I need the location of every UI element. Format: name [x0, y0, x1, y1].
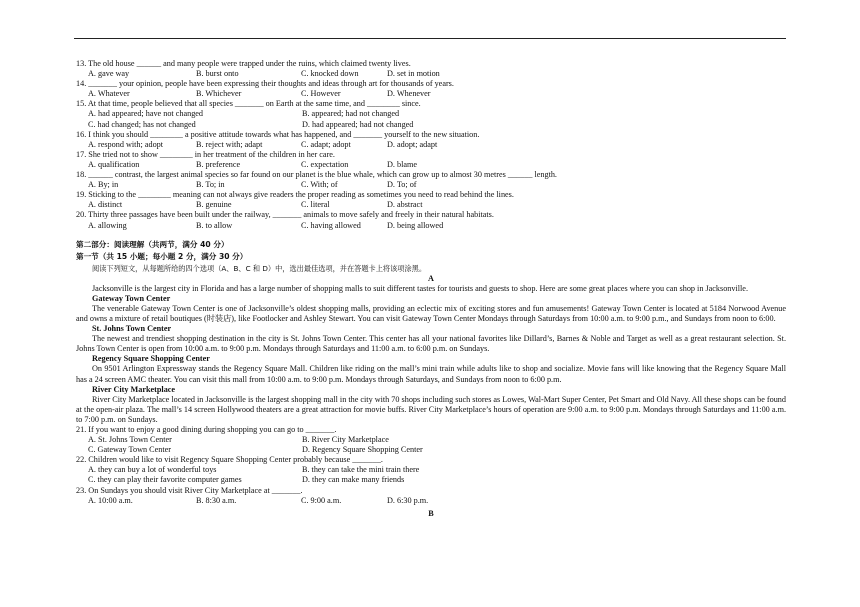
question-stem: 17. She tried not to show ________ in her treatment of the children in her care. — [76, 149, 335, 159]
answer-option: C. However — [301, 89, 341, 99]
option-row — [76, 475, 786, 485]
answer-option: D. set in motion — [387, 69, 440, 79]
exam-page — [76, 59, 786, 519]
question-stem: 13. The old house ______ and many people were trapped under the ruins, which claimed twenty lives. — [76, 59, 411, 68]
questions-21-23 — [76, 425, 786, 506]
header-rule — [74, 38, 786, 39]
answer-option: A. allowing — [88, 220, 127, 230]
option-row — [76, 200, 786, 210]
option-row — [76, 435, 786, 445]
store-description: The venerable Gateway Town Center is one of Jacksonville’s oldest shopping malls, providing an eclectic mix of exciting stores and fun amusements! Gateway Town Center is located at 5184 Norwood Avenue and owns a mixture of retail boutiques (时装店), like Footlocker and Ashley Stewart. You can visit Gateway Town Center Mondays through Saturdays from 10:00 a.m. to 9:00 p.m., and Sundays from noon to 6:00. — [76, 303, 786, 323]
store-heading: St. Johns Town Center — [92, 324, 172, 334]
store-heading: River City Marketplace — [92, 384, 176, 394]
answer-option: C. had changed; has not changed — [88, 119, 196, 129]
option-row — [76, 221, 786, 231]
answer-option: A. gave way — [88, 69, 130, 79]
answer-option: C. having allowed — [301, 220, 361, 230]
answer-option: C. literal — [301, 200, 330, 210]
question-stem: 20. Thirty three passages have been built under the railway, _______ animals to move safely and freely in their natural habitats. — [76, 210, 494, 220]
passage-a-label: A — [428, 273, 434, 283]
store-description: The newest and trendiest shopping destination in the city is St. Johns Town Center. This center has all your national favorites like Dillard’s, Barnes & Noble and Target as well as a great restaurant selection. St. Johns Town Center is open from 10:00 a.m. to 9:00 p.m. Mondays through Saturdays and 11:00 a.m. to 6:00 p.m. on Sundays. — [76, 334, 786, 354]
question-stem: 18. ______ contrast, the largest animal species so far found on our planet is the blue whale, which can grow up to almost 30 metres ______ length. — [76, 170, 557, 180]
question-stem: 16. I think you should ________ a positive attitude towards what has happened, and _______ yourself to the new situation. — [76, 129, 480, 139]
section-title: 第二部分：阅读理解（共两节，满分 40 分） — [76, 239, 229, 249]
answer-option: A. 10:00 a.m. — [88, 495, 133, 505]
option-row — [76, 465, 786, 475]
answer-option: D. abstract — [387, 200, 423, 210]
store-description: River City Marketplace located in Jacksonville is the largest shopping mall in the city with 70 shops including such stores as Lowes, Wal-Mart Super Center, Pet Smart and Old Navy. All these shops can be found at the open-air plaza. The mall’s 14 screen Hollywood theaters are a great attraction for movie buffs. River City Marketplace’s hours of operation are 9:00 a.m. to 9:00 p.m. Mondays through Saturdays and 11:00 a.m. to 7:00 p.m. on Sundays. — [76, 394, 786, 424]
answer-option: A. they can buy a lot of wonderful toys — [88, 465, 217, 475]
answer-option: B. preference — [196, 159, 241, 169]
answer-option: C. knocked down — [301, 69, 359, 79]
answer-option: D. blame — [387, 159, 418, 169]
answer-option: C. they can play their favorite computer games — [88, 475, 242, 485]
question-stem: 15. At that time, people believed that all species _______ on Earth at the same time, and ________ since. — [76, 99, 421, 109]
answer-option: D. 6:30 p.m. — [387, 495, 429, 505]
subsection-title: 第一节（共 15 小题；每小题 2 分，满分 30 分） — [76, 251, 248, 261]
answer-option: D. To; of — [387, 180, 417, 190]
answer-option: C. expectation — [301, 159, 349, 169]
answer-option: C. Gateway Town Center — [88, 445, 171, 455]
store-heading: Regency Square Shopping Center — [92, 354, 210, 364]
store-heading: Gateway Town Center — [92, 293, 171, 303]
answer-option: D. had appeared; had not changed — [302, 119, 414, 129]
option-row — [76, 89, 786, 99]
answer-option: C. 9:00 a.m. — [301, 495, 342, 505]
answer-option: B. reject with; adapt — [196, 139, 263, 149]
answer-option: B. River City Marketplace — [302, 435, 389, 445]
option-row — [76, 120, 786, 130]
instructions: 阅读下列短文，从每题所给的四个选项（A、B、C 和 D）中，选出最佳选项，并在答题卡上将该项涂黑。 — [92, 263, 427, 273]
answer-option: D. being allowed — [387, 220, 444, 230]
passage-b-label: B — [428, 508, 434, 518]
answer-option: B. genuine — [196, 200, 232, 210]
answer-option: A. Whatever — [88, 89, 130, 99]
option-row — [76, 180, 786, 190]
option-row — [76, 140, 786, 150]
answer-option: B. burst onto — [196, 69, 239, 79]
answer-option: A. qualification — [88, 159, 140, 169]
answer-option: B. To; in — [196, 180, 225, 190]
option-row — [76, 109, 786, 119]
answer-option: B. appeared; had not changed — [302, 109, 400, 119]
question-stem: 14. _______ your opinion, people have been expressing their thoughts and ideas through art for thousands of years. — [76, 79, 454, 89]
answer-option: B. Whichever — [196, 89, 242, 99]
answer-option: A. had appeared; have not changed — [88, 109, 204, 119]
answer-option: A. By; in — [88, 180, 119, 190]
question-stem: 22. Children would like to visit Regency Square Shopping Center probably because _______. — [76, 455, 383, 465]
answer-option: D. adopt; adapt — [387, 139, 438, 149]
option-row — [76, 445, 786, 455]
answer-option: B. 8:30 a.m. — [196, 495, 237, 505]
answer-option: D. Regency Square Shopping Center — [302, 445, 423, 455]
passage-a-intro: Jacksonville is the largest city in Florida and has a large number of shopping malls to suit different tastes for tourists and guests to shop. Here are some great places where you can shop in Jacksonville. — [92, 283, 748, 293]
answer-option: B. they can take the mini train there — [302, 465, 420, 475]
passage-a-sections — [76, 294, 786, 425]
store-description: On 9501 Arlington Expressway stands the Regency Square Mall. Children like riding on the mall’s mini train while adults like to shop and socialize. Movie fans will like knowing that the Regency Square Mall has a 24 screen AMC theater. You can visit this mall from 10:00 a.m. to 9:00 p.m. Mondays through Saturdays, and Sundays from noon to 6:00 p.m. — [76, 364, 786, 384]
answer-option: A. St. Johns Town Center — [88, 435, 172, 445]
answer-option: D. Whenever — [387, 89, 431, 99]
answer-option: C. adapt; adopt — [301, 139, 351, 149]
question-stem: 23. On Sundays you should visit River City Marketplace at _______. — [76, 485, 303, 495]
answer-option: D. they can make many friends — [302, 475, 405, 485]
questions-13-20 — [76, 59, 786, 231]
answer-option: C. With; of — [301, 180, 338, 190]
option-row — [76, 496, 786, 506]
option-row — [76, 69, 786, 79]
answer-option: A. respond with; adopt — [88, 139, 164, 149]
option-row — [76, 160, 786, 170]
question-stem: 19. Sticking to the ________ meaning can not always give readers the proper reading as sometimes you need to read behind the lines. — [76, 190, 514, 200]
answer-option: A. distinct — [88, 200, 123, 210]
answer-option: B. to allow — [196, 220, 233, 230]
question-stem: 21. If you want to enjoy a good dining during shopping you can go to _______. — [76, 425, 337, 434]
